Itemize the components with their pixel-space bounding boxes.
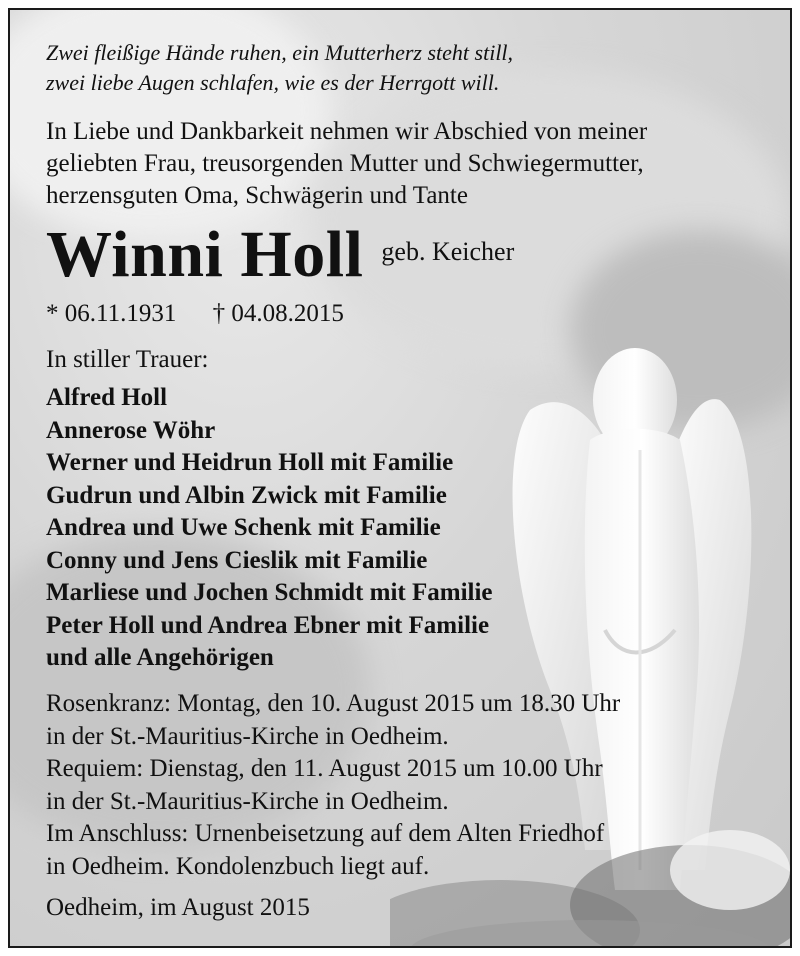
mourner: Annerose Wöhr [46, 416, 216, 444]
verse-line: Zwei fleißige Hände ruhen, ein Mutterherz steht still, [46, 40, 514, 65]
mourner: Andrea und Uwe Schenk mit Familie [46, 514, 441, 541]
life-dates [46, 300, 344, 328]
service-line: Im Anschluss: Urnenbeisetzung auf dem Alten Friedhof [46, 820, 605, 847]
service-details [46, 688, 620, 883]
service-line: in Oedheim. Kondolenzbuch liegt auf. [46, 852, 430, 880]
verse-line: zwei liebe Augen schlafen, wie es der Herrgott will. [46, 70, 500, 95]
death-date: † 04.08.2015 [212, 300, 344, 327]
service-line: in der St.-Mauritius-Kirche in Oedheim. [46, 787, 449, 815]
farewell-intro [46, 116, 647, 212]
intro-line: herzensguten Oma, Schwägerin und Tante [46, 182, 468, 209]
mourning-label: In stiller Trauer: [46, 346, 209, 373]
intro-line: In Liebe und Dankbarkeit nehmen wir Abschied von meiner [46, 118, 648, 145]
service-line: in der St.-Mauritius-Kirche in Oedheim. [46, 722, 449, 750]
mourner: Gudrun und Albin Zwick mit Familie [46, 481, 447, 509]
service-line: Rosenkranz: Montag, den 10. August 2015 um 18.30 Uhr [46, 690, 621, 717]
mourner: Marliese und Jochen Schmidt mit Familie [46, 579, 493, 606]
deceased-name: Winni Holl [46, 218, 364, 291]
mourner: Peter Holl und Andrea Ebner mit Familie [46, 611, 490, 639]
service-line: Requiem: Dienstag, den 11. August 2015 um 10.00 Uhr [46, 755, 603, 782]
mourner: Conny und Jens Cieslik mit Familie [46, 546, 428, 574]
mourner: Werner und Heidrun Holl mit Familie [46, 449, 454, 476]
mourner: Alfred Holl [46, 384, 168, 411]
obituary-frame [8, 8, 792, 948]
maiden-name: geb. Keicher [381, 237, 515, 266]
deceased-name-row [46, 217, 514, 293]
memorial-verse [46, 38, 513, 98]
mourner: und alle Angehörigen [46, 644, 274, 671]
intro-line: geliebten Frau, treusorgenden Mutter und Schwiegermutter, [46, 150, 644, 177]
place-and-date: Oedheim, im August 2015 [46, 894, 310, 921]
birth-date: * 06.11.1931 [46, 300, 177, 327]
mourners-list [46, 382, 493, 675]
